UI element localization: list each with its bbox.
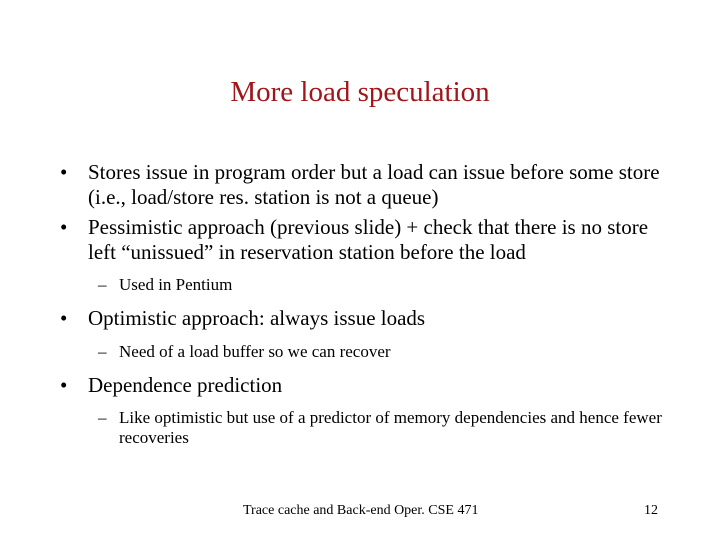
slide-number: 12 [644,503,658,518]
bullet-dot: • [60,306,68,330]
sub-bullet-item [58,408,668,448]
bullet-item [58,160,668,209]
bullet-item [58,215,668,264]
sub-bullet-text: Need of a load buffer so we can recover [119,341,391,361]
bullet-dot: • [60,160,68,184]
footer-course-label: Trace cache and Back-end Oper. CSE 471 [243,503,479,518]
sub-bullet-item [58,342,668,362]
sub-bullet-dash: – [98,341,107,361]
slide-title: More load speculation [230,76,490,108]
bullet-text: Dependence prediction [88,372,283,397]
bullet-item [58,306,668,331]
sub-bullet-dash: – [98,408,107,427]
bullet-item [58,373,668,398]
bullet-list [58,160,668,459]
bullet-dot: • [60,372,68,397]
bullet-text: Pessimistic approach (previous slide) + check that there is no store left “unissued” in reservation station before the load [88,215,649,264]
bullet-text: Optimistic approach: always issue loads [88,306,426,330]
bullet-dot: • [60,215,68,239]
sub-bullet-text: Like optimistic but use of a predictor of memory dependencies and hence fewer recoveries [119,408,662,447]
sub-bullet-text: Used in Pentium [119,275,233,294]
sub-bullet-dash: – [98,275,107,294]
sub-bullet-item [58,275,668,295]
bullet-text: Stores issue in program order but a load can issue before some store (i.e., load/store res. station is not a queue) [88,160,660,209]
